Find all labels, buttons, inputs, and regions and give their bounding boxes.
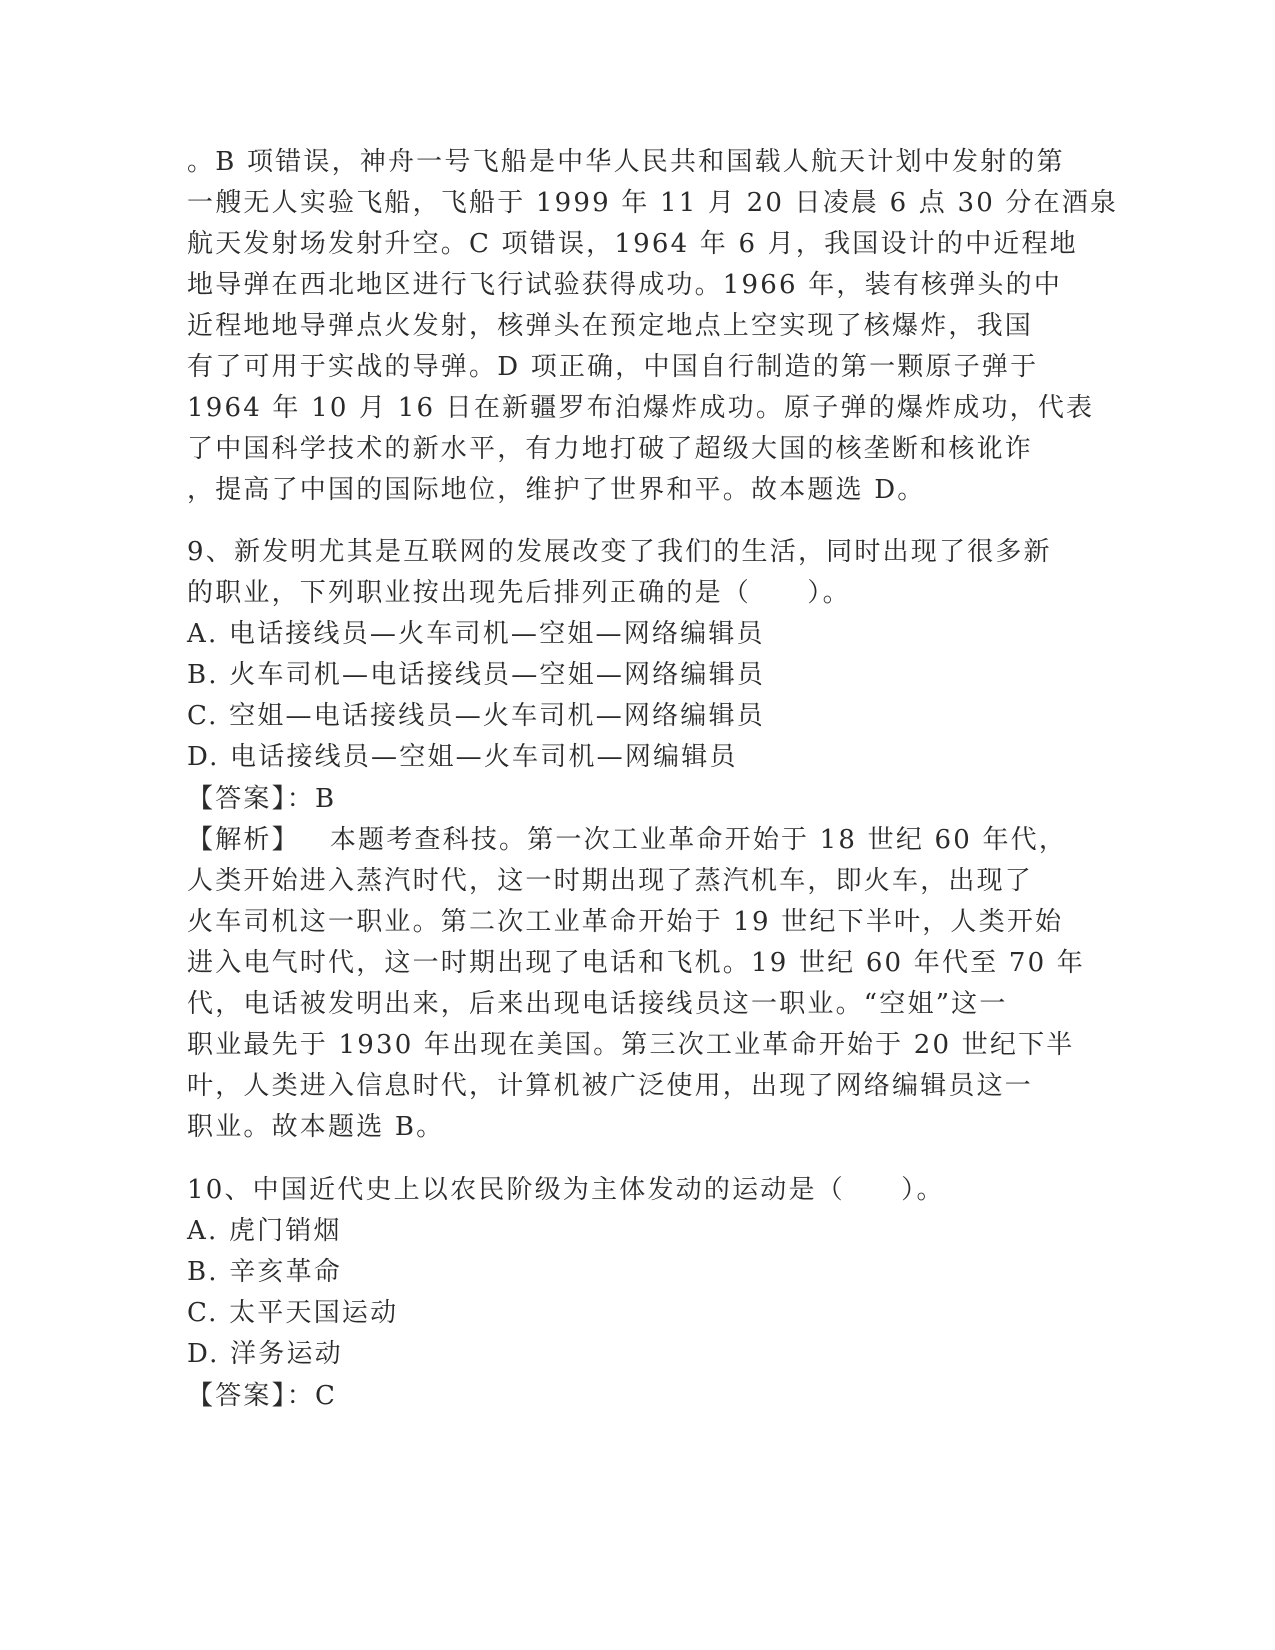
continuation-line: 1964 年 10 月 16 日在新疆罗布泊爆炸成功。原子弹的爆炸成功，代表 xyxy=(187,393,1095,423)
continuation-line: 航天发射场发射升空。C 项错误，1964 年 6 月，我国设计的中近程地 xyxy=(187,229,1078,259)
analysis-line: 叶，人类进入信息时代，计算机被广泛使用，出现了网络编辑员这一 xyxy=(187,1071,1034,1101)
continuation-line: 有了可用于实战的导弹。D 项正确，中国自行制造的第一颗原子弹于 xyxy=(187,352,1039,382)
continuation-line: 近程地地导弹点火发射，核弹头在预定地点上空实现了核爆炸，我国 xyxy=(187,311,1034,341)
analysis-line: 职业。故本题选 B。 xyxy=(187,1112,445,1142)
question-9-option-b: B. 火车司机—电话接线员—空姐—网络编辑员 xyxy=(187,660,766,690)
analysis-line: 进入电气时代，这一时期出现了电话和飞机。19 世纪 60 年代至 70 年 xyxy=(187,948,1085,978)
question-9-option-d: D. 电话接线员—空姐—火车司机—网编辑员 xyxy=(187,742,738,772)
question-10-answer xyxy=(187,1379,337,1413)
analysis-line: 职业最先于 1930 年出现在美国。第三次工业革命开始于 20 世纪下半 xyxy=(187,1030,1075,1060)
analysis-text: 本题考查科技。第一次工业革命开始于 18 世纪 60 年代， xyxy=(329,825,1068,855)
answer-label: 【答案】： xyxy=(187,1381,316,1411)
question-10-option-b: B. 辛亥革命 xyxy=(187,1257,343,1287)
answer-value: B xyxy=(315,784,337,814)
continuation-line: ，提高了中国的国际地位，维护了世界和平。故本题选 D。 xyxy=(187,475,926,505)
continuation-line: 了中国科学技术的新水平，有力地打破了超级大国的核垄断和核讹诈 xyxy=(187,434,1034,464)
question-9-answer xyxy=(187,782,336,816)
analysis-line: 人类开始进入蒸汽时代，这一时期出现了蒸汽机车，即火车，出现了 xyxy=(187,866,1034,896)
analysis-line: 火车司机这一职业。第二次工业革命开始于 19 世纪下半叶，人类开始 xyxy=(187,907,1064,937)
continuation-line: 地导弹在西北地区进行飞行试验获得成功。1966 年，装有核弹头的中 xyxy=(187,270,1063,300)
question-10-option-d: D. 洋务运动 xyxy=(187,1339,343,1369)
analysis-line: 代，电话被发明出来，后来出现电话接线员这一职业。“空姐”这一 xyxy=(187,989,1008,1019)
question-10-option-a: A. 虎门销烟 xyxy=(187,1216,342,1246)
answer-value: C xyxy=(315,1381,338,1411)
question-10-option-c: C. 太平天国运动 xyxy=(187,1298,399,1328)
question-9-option-c: C. 空姐—电话接线员—火车司机—网络编辑员 xyxy=(187,701,765,731)
continuation-line: 一艘无人实验飞船，飞船于 1999 年 11 月 20 日凌晨 6 点 30 分在酒泉 xyxy=(187,188,1119,218)
continuation-line: 。B 项错误，神舟一号飞船是中华人民共和国载人航天计划中发射的第 xyxy=(187,147,1065,177)
analysis-label: 【解析】 xyxy=(187,825,300,855)
answer-label: 【答案】： xyxy=(187,784,316,814)
question-9-stem-line: 9、新发明尤其是互联网的发展改变了我们的生活，同时出现了很多新 xyxy=(187,537,1052,567)
question-9-analysis-first xyxy=(187,823,1067,857)
question-9-stem-line: 的职业，下列职业按出现先后排列正确的是（ ）。 xyxy=(187,578,851,608)
question-9-option-a: A. 电话接线员—火车司机—空姐—网络编辑员 xyxy=(187,619,765,649)
question-10-stem: 10、中国近代史上以农民阶级为主体发动的运动是（ ）。 xyxy=(187,1175,945,1205)
